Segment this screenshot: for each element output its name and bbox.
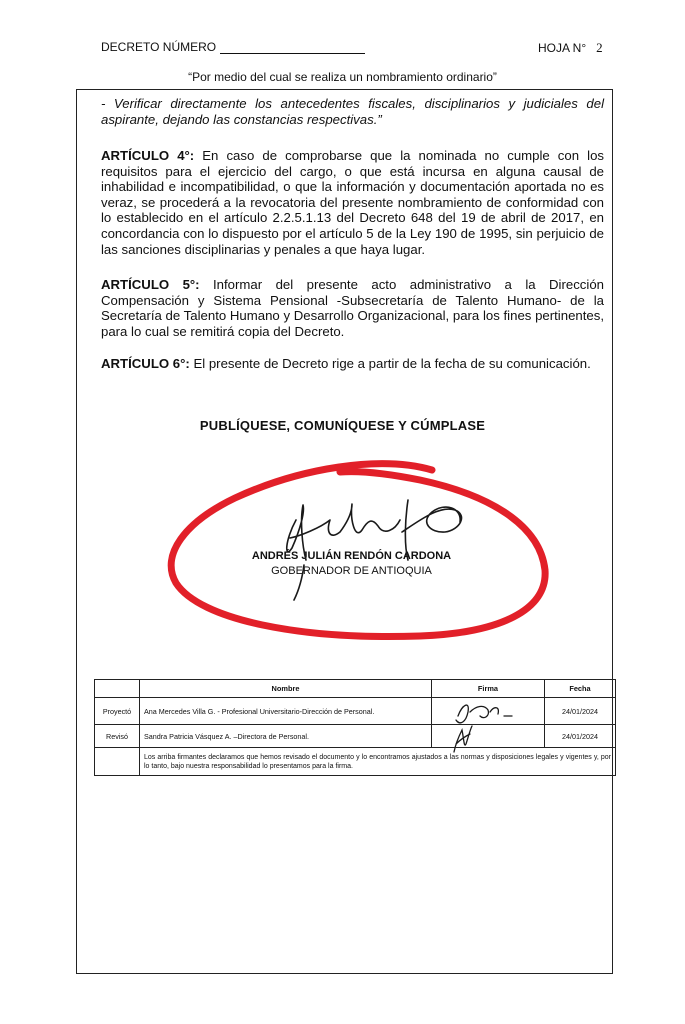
row-date: 24/01/2024 bbox=[545, 698, 616, 725]
row-role: Revisó bbox=[95, 725, 140, 748]
articulo-6-label: ARTÍCULO 6°: bbox=[101, 356, 190, 371]
row-signature-cell bbox=[432, 725, 545, 748]
hoja-label: HOJA N° 2 bbox=[538, 40, 603, 55]
decreto-number-blank bbox=[220, 41, 365, 54]
table-header-firma: Firma bbox=[432, 680, 545, 698]
declaration-text: Los arriba firmantes declaramos que hemos revisado el documento y lo encontramos ajustados a las normas y disposiciones legales y vigentes y, por lo tanto, bajo nuestra responsabilidad lo presentamos para la firma. bbox=[140, 748, 616, 776]
table-row bbox=[95, 698, 616, 725]
table-header-fecha: Fecha bbox=[545, 680, 616, 698]
row-date: 24/01/2024 bbox=[545, 725, 616, 748]
governor-title: GOBERNADOR DE ANTIOQUIA bbox=[271, 565, 432, 577]
articulo-6 bbox=[101, 356, 604, 372]
review-table bbox=[94, 679, 616, 776]
intro-paragraph: - Verificar directamente los antecedentes fiscales, disciplinarios y judiciales del aspirante, dejando las constancias respectivas.” bbox=[101, 96, 604, 127]
hoja-number: 2 bbox=[596, 40, 603, 55]
table-header-role bbox=[95, 680, 140, 698]
row-name: Sandra Patricia Vásquez A. –Directora de Personal. bbox=[140, 725, 432, 748]
governor-name: ANDRÉS JULIÁN RENDÓN CARDONA bbox=[251, 550, 452, 562]
row-signature-cell bbox=[432, 698, 545, 725]
decreto-number-label: DECRETO NÚMERO bbox=[101, 40, 365, 54]
articulo-5 bbox=[101, 277, 604, 339]
articulo-5-text: Informar del presente acto administrativo a la Dirección Compensación y Sistema Pensional -Subsecretaría de Talento Humano- de la Secretaría de Talento Humano y Desarrollo Organizacional, para los fines pertinentes, para lo cual se remitirá copia del Decreto. bbox=[101, 277, 604, 339]
row-role: Proyectó bbox=[95, 698, 140, 725]
table-row bbox=[95, 748, 616, 776]
decree-subtitle: “Por medio del cual se realiza un nombramiento ordinario” bbox=[188, 70, 497, 84]
articulo-4-text: En caso de comprobarse que la nominada no cumple con los requisitos para el ejercicio del cargo, o que está incursa en alguna causal de inhabilidad e incompatibilidad, o que la información y documentación aportada no es veraz, se procederá a la revocatoria del presente nombramiento de conformidad con lo establecido en el artículo 2.2.5.1.13 del Decreto 648 del 19 de abril de 2017, en concordancia con lo dispuesto por el artículo 5 de la Ley 190 de 1995, sin perjuicio de las sanciones disciplinarias y penales a que haya lugar. bbox=[101, 148, 604, 257]
articulo-4-label: ARTÍCULO 4°: bbox=[101, 148, 195, 163]
table-header-nombre: Nombre bbox=[140, 680, 432, 698]
table-row bbox=[95, 725, 616, 748]
articulo-6-text: El presente de Decreto rige a partir de la fecha de su comunicación. bbox=[189, 356, 591, 371]
publiquese-heading: PUBLÍQUESE, COMUNÍQUESE Y CÚMPLASE bbox=[199, 418, 486, 433]
row-name: Ana Mercedes Villa G. - Profesional Universitario-Dirección de Personal. bbox=[140, 698, 432, 725]
articulo-5-label: ARTÍCULO 5°: bbox=[101, 277, 200, 292]
row-role-empty bbox=[95, 748, 140, 776]
articulo-4 bbox=[101, 148, 604, 257]
